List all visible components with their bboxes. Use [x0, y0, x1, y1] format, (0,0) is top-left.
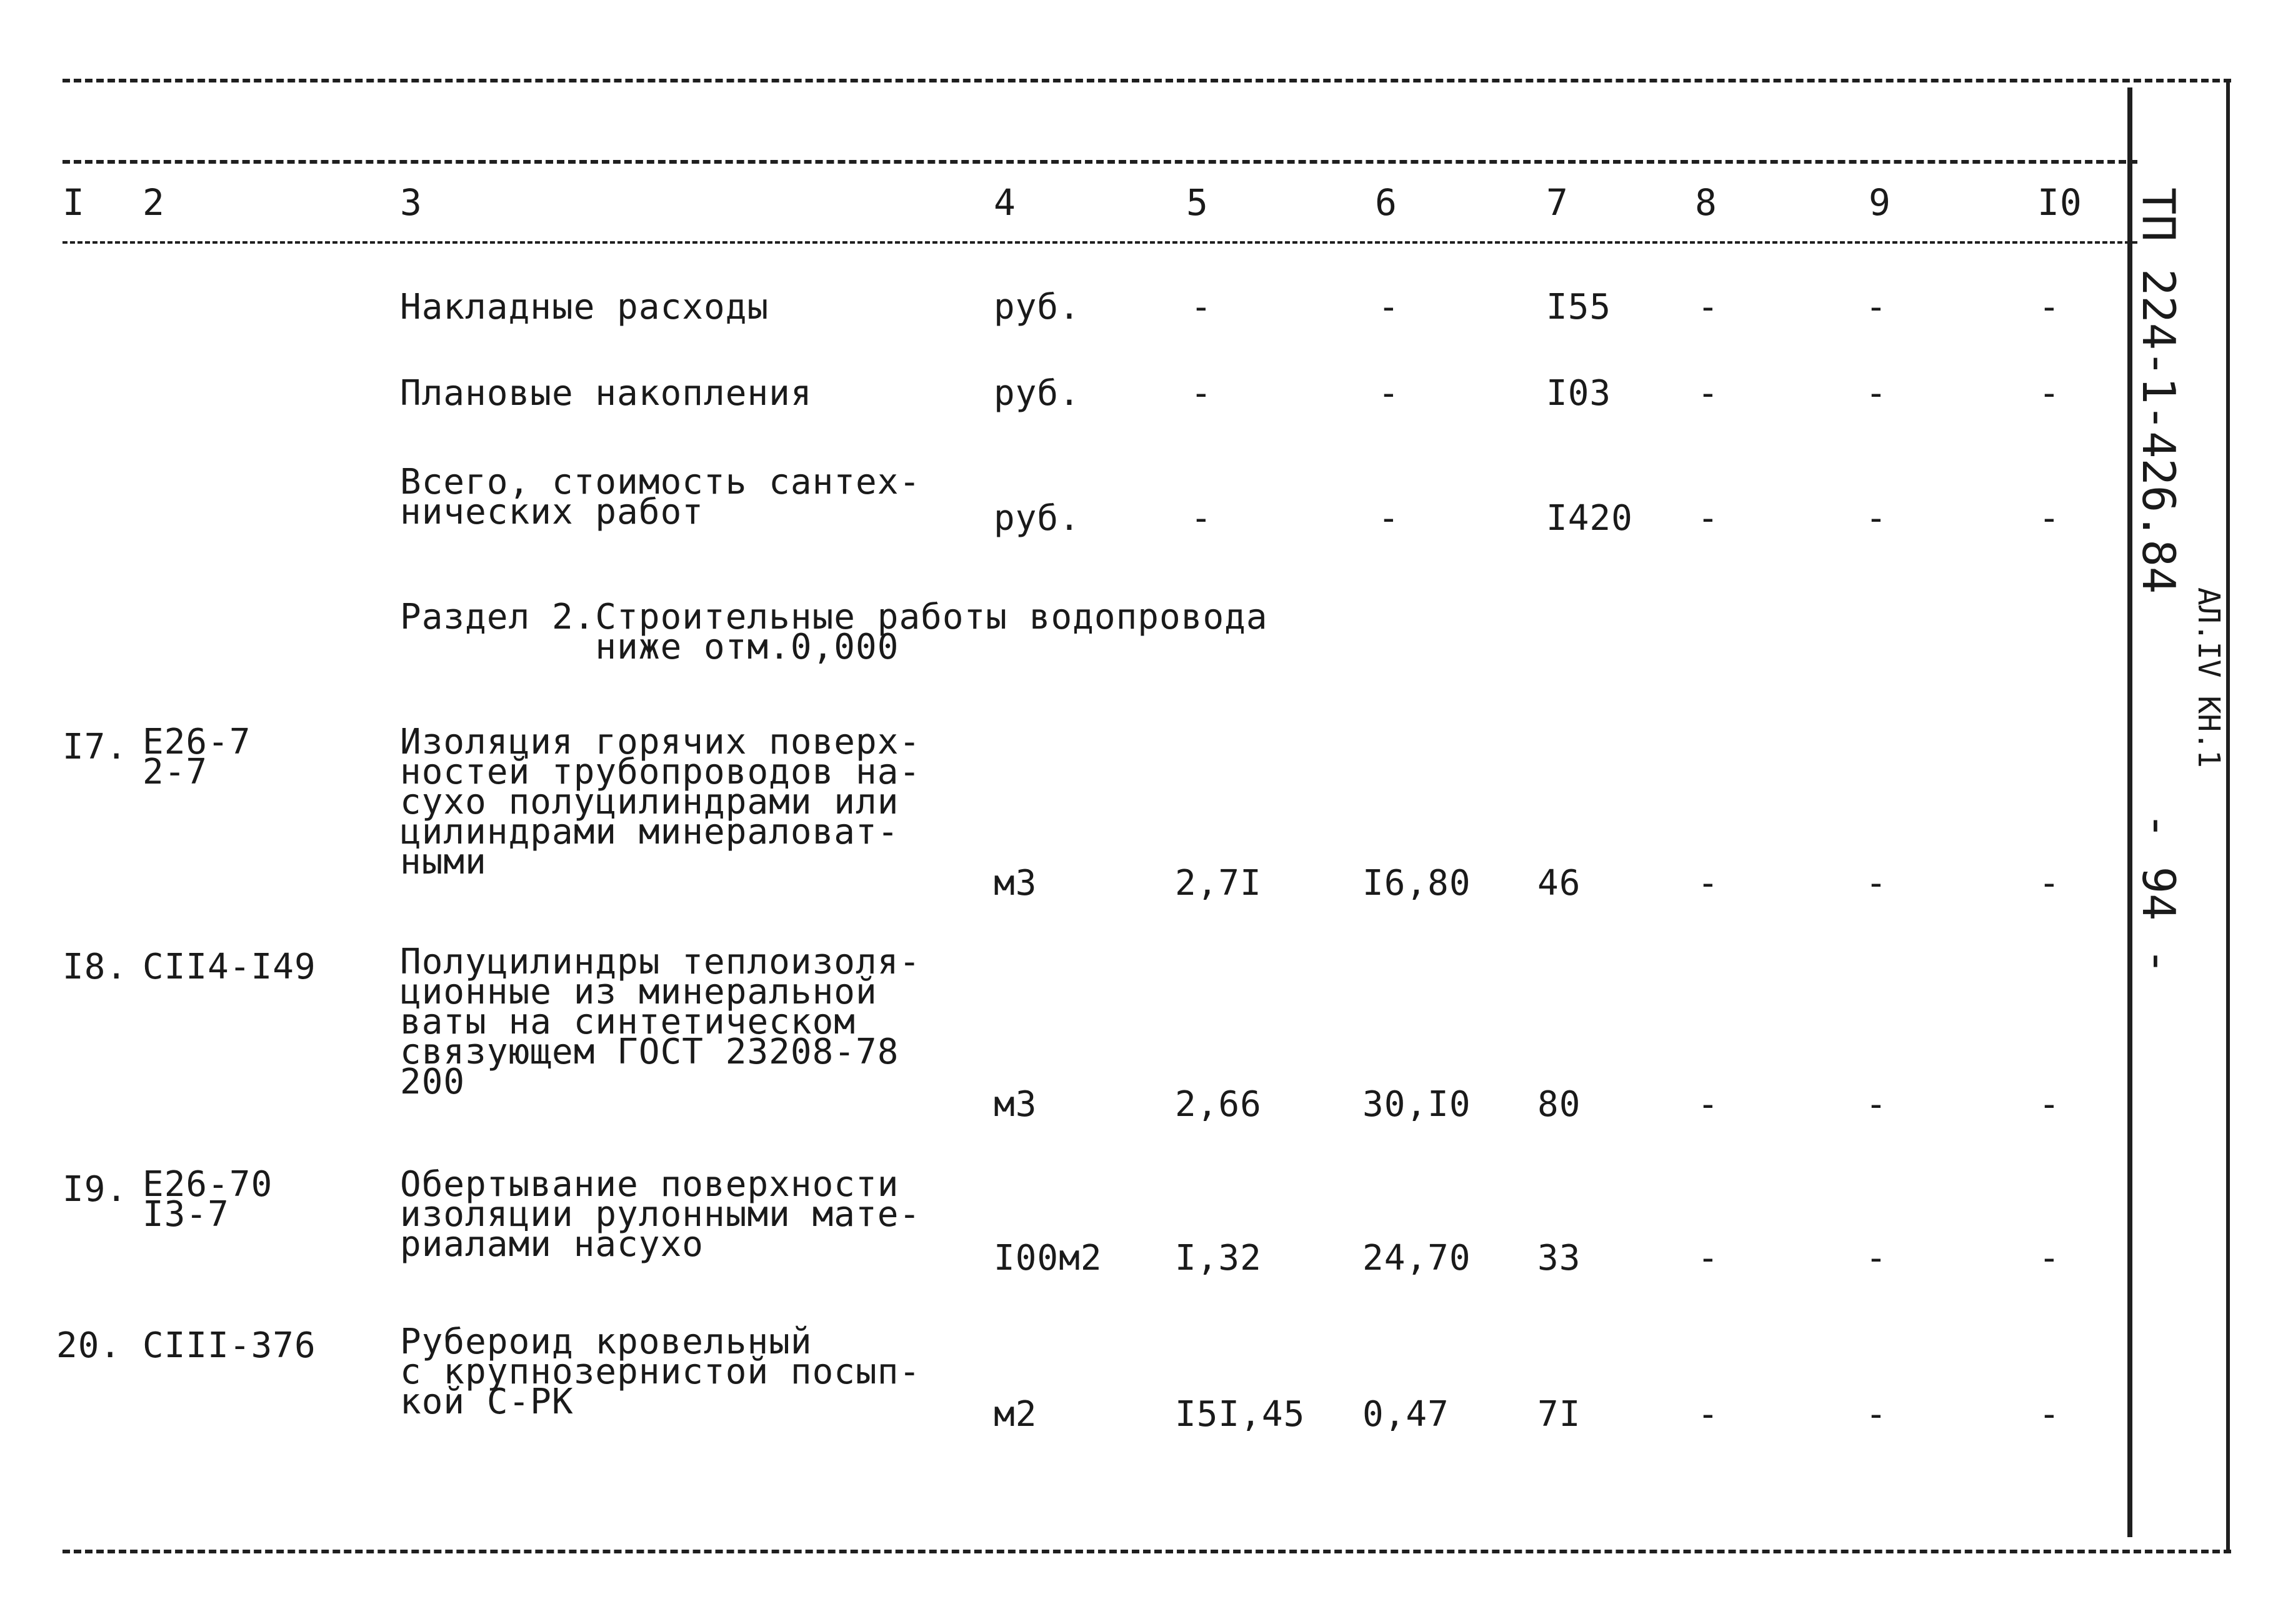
- row-unit: руб.: [994, 498, 1081, 539]
- section-title: Раздел 2.Строительные работы водопровода ниже отм.0,000: [400, 597, 1268, 667]
- side-stamp: [2112, 187, 2237, 1000]
- col-header-2: 2: [142, 181, 165, 224]
- col-header-9: 9: [1869, 181, 1891, 224]
- row-col10: -: [2039, 1084, 2061, 1125]
- row-code: СII4-I49: [142, 947, 316, 987]
- row-col5: -: [1191, 498, 1212, 539]
- row-col9: -: [1866, 1084, 1887, 1125]
- row-col10: -: [2039, 1238, 2061, 1278]
- row-col9: -: [1866, 1394, 1887, 1435]
- col-header-4: 4: [994, 181, 1016, 224]
- row-col6: I6,80: [1362, 863, 1471, 904]
- row-col8: -: [1697, 1084, 1719, 1125]
- row-col6: 24,70: [1362, 1238, 1471, 1278]
- row-number: I8.: [62, 947, 128, 987]
- row-col10: -: [2039, 863, 2061, 904]
- stamp-album: АЛ.ІV КН.1: [2191, 587, 2226, 768]
- row-col7: 7I: [1537, 1394, 1581, 1435]
- row-col5: 2,66: [1175, 1084, 1262, 1125]
- row-col8: -: [1697, 287, 1719, 327]
- col-header-6: 6: [1375, 181, 1397, 224]
- row-name: Полуцилиндры теплоизоля- ционные из минеральной ваты на синтетическом связующем ГОСТ 23208-78 200: [400, 942, 921, 1102]
- col-header-7: 7: [1546, 181, 1569, 224]
- col-header-3: 3: [400, 181, 422, 224]
- row-name: Рубероид кровельный с крупнозернистой посып- кой С-РК: [400, 1322, 921, 1422]
- row-col7: I420: [1546, 498, 1633, 539]
- row-col7: I55: [1546, 287, 1612, 327]
- row-col5: 2,7I: [1175, 863, 1262, 904]
- row-col7: 80: [1537, 1084, 1581, 1125]
- row-col7: 46: [1537, 863, 1581, 904]
- col-header-1: I: [62, 181, 85, 224]
- row-col9: -: [1866, 373, 1887, 414]
- row-col10: -: [2039, 287, 2061, 327]
- row-col6: 0,47: [1362, 1394, 1449, 1435]
- row-col5: I5I,45: [1175, 1394, 1306, 1435]
- row-col6: -: [1378, 498, 1400, 539]
- row-col9: -: [1866, 498, 1887, 539]
- row-unit: руб.: [994, 287, 1081, 327]
- row-col10: -: [2039, 1394, 2061, 1435]
- row-col9: -: [1866, 863, 1887, 904]
- bottom-border: [62, 1550, 2231, 1553]
- row-col6: 30,I0: [1362, 1084, 1471, 1125]
- row-col8: -: [1697, 1394, 1719, 1435]
- row-col8: -: [1697, 1238, 1719, 1278]
- row-col5: -: [1191, 373, 1212, 414]
- top-border: [62, 79, 2231, 82]
- row-col8: -: [1697, 373, 1719, 414]
- row-number: I7.: [62, 727, 128, 767]
- row-unit: м3: [994, 863, 1037, 904]
- row-col8: -: [1697, 863, 1719, 904]
- row-unit: м2: [994, 1394, 1037, 1435]
- row-number: I9.: [62, 1169, 128, 1210]
- row-col8: -: [1697, 498, 1719, 539]
- col-header-10: I0: [2037, 181, 2082, 224]
- row-unit: м3: [994, 1084, 1037, 1125]
- row-col10: -: [2039, 373, 2061, 414]
- stamp-page: - 94 -: [2132, 812, 2185, 975]
- row-col10: -: [2039, 498, 2061, 539]
- row-col5: I,32: [1175, 1238, 1262, 1278]
- row-name: Всего, стоимость сантех- нических работ: [400, 462, 921, 532]
- row-name: Плановые накопления: [400, 373, 812, 414]
- row-code: СIII-376: [142, 1325, 316, 1366]
- row-unit: руб.: [994, 373, 1081, 414]
- row-col6: -: [1378, 287, 1400, 327]
- row-code: Е26-7 2-7: [142, 722, 251, 792]
- header-bottom-rule: [62, 241, 2137, 244]
- row-col5: -: [1191, 287, 1212, 327]
- row-unit: I00м2: [994, 1238, 1102, 1278]
- row-name: Накладные расходы: [400, 287, 769, 327]
- header-top-rule: [62, 160, 2137, 164]
- row-name: Обертывание поверхности изоляции рулонными мате- риалами насухо: [400, 1164, 921, 1265]
- row-col7: 33: [1537, 1238, 1581, 1278]
- row-code: Е26-70 I3-7: [142, 1164, 273, 1235]
- row-number: 20.: [56, 1325, 122, 1366]
- row-col6: -: [1378, 373, 1400, 414]
- row-col9: -: [1866, 287, 1887, 327]
- row-name: Изоляция горячих поверх- ностей трубопроводов на- сухо полуцилиндрами или цилиндрами минераловат- ными: [400, 722, 921, 882]
- col-header-8: 8: [1695, 181, 1717, 224]
- stamp-code: ТП 224-1-426.84: [2132, 187, 2185, 594]
- row-col9: -: [1866, 1238, 1887, 1278]
- row-col7: I03: [1546, 373, 1612, 414]
- col-header-5: 5: [1186, 181, 1209, 224]
